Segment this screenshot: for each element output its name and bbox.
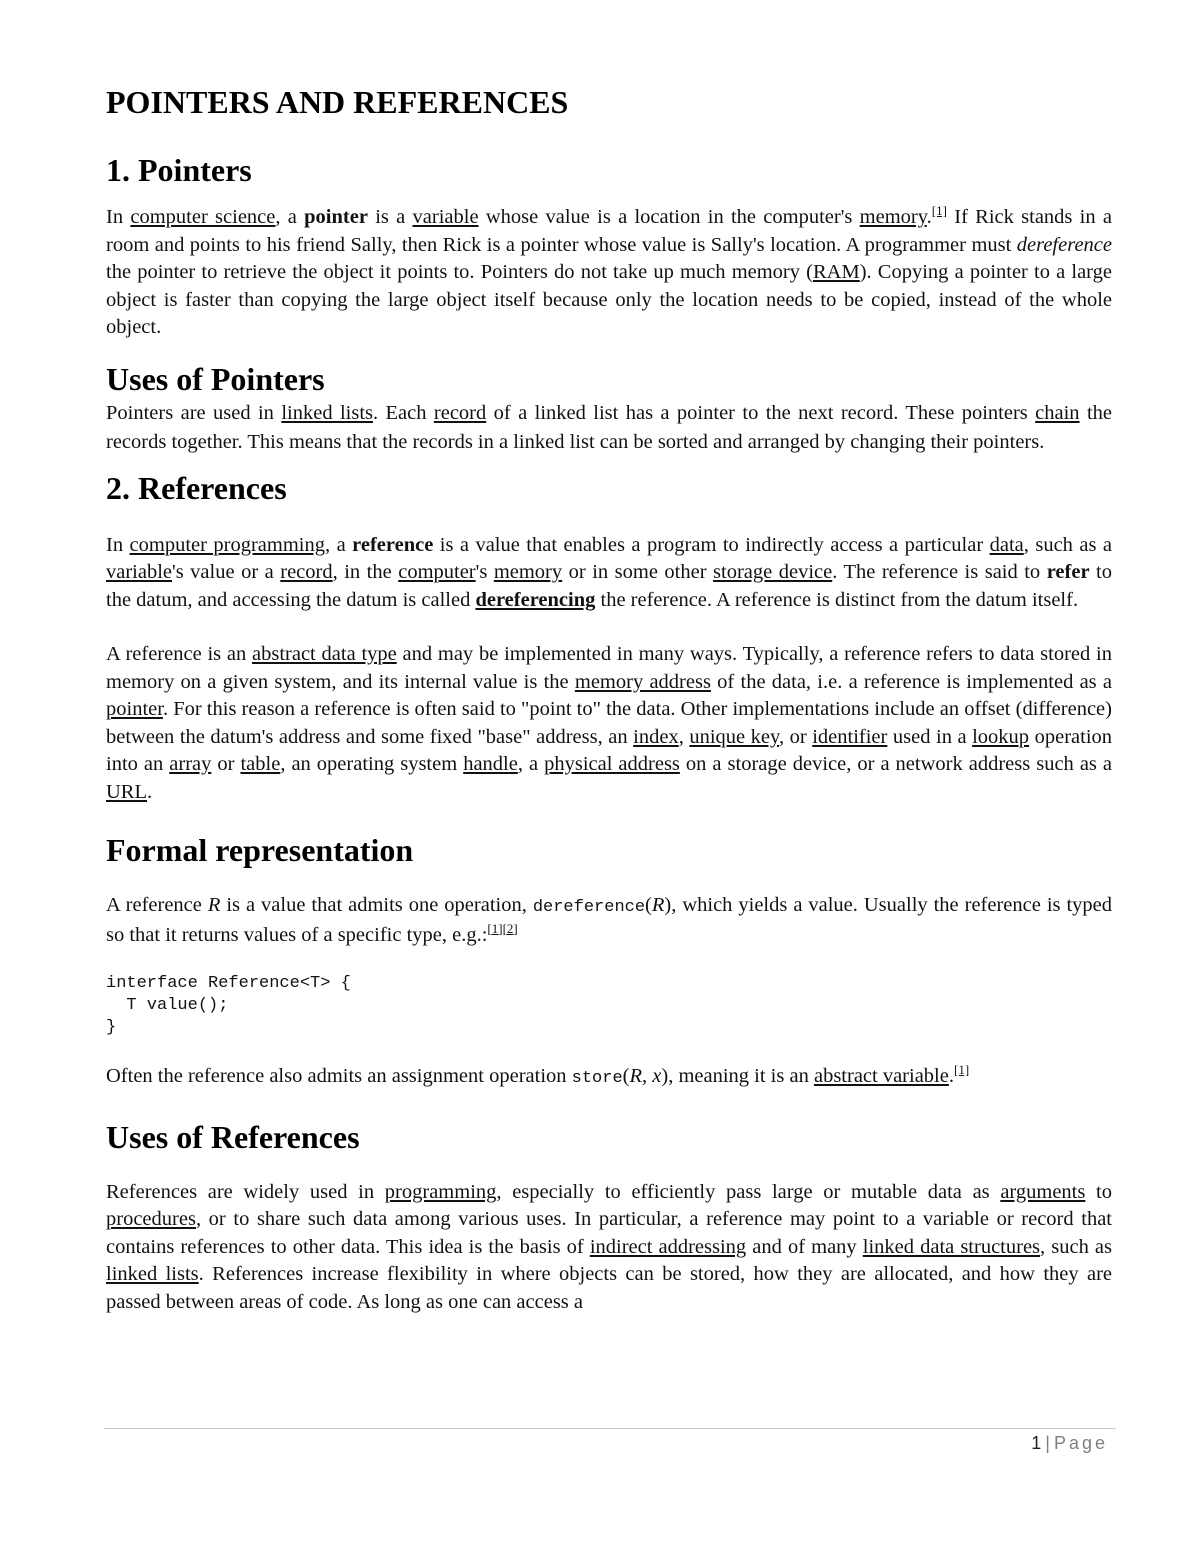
uses-of-references-paragraph: References are widely used in programming, especially to efficiently pass large or mutable data as arguments to procedures, or to share such data among various uses. In particular, a reference may point to a variable or record that contains references to other data. This idea is the basis of indirect addressing and of many linked data structures, such as linked lists. References increase flexibility in where objects can be stored, how they are allocated, and how they are passed between areas of code. As long as one can access a — [106, 1180, 1112, 1313]
link-array[interactable]: array — [169, 753, 212, 775]
link-record[interactable]: record — [433, 401, 487, 424]
link-computer-programming[interactable]: computer programming — [129, 533, 325, 556]
link-abstract-data-type[interactable]: abstract data type — [252, 643, 397, 665]
link-computer[interactable]: computer — [398, 561, 476, 583]
link-dereferencing[interactable]: dereferencing — [475, 588, 596, 611]
link-linked-lists[interactable]: linked lists — [106, 1263, 199, 1285]
link-chain[interactable]: chain — [1035, 401, 1080, 424]
link-programming[interactable]: programming — [384, 1180, 497, 1203]
link-computer-science[interactable]: computer science — [130, 206, 276, 228]
page-label: Page — [1053, 1433, 1108, 1453]
link-linked-lists[interactable]: linked lists — [281, 401, 374, 424]
link-abstract-variable[interactable]: abstract variable — [813, 1065, 949, 1087]
citation-link[interactable]: [1][2] — [487, 920, 518, 936]
document-title: POINTERS AND REFERENCES — [106, 84, 569, 120]
heading-references: 2. References — [106, 469, 287, 506]
references-paragraph-2: A reference is an abstract data type and may be implemented in many ways. Typically, a reference refers to data stored in memory on a given system, and its internal value is the memory address of the data, i.e. a reference is implemented as a pointer. For this reason a reference is often said to "point to" the data. Other implementations include an offset (difference) between the datum's address and some fixed "base" address, an index, unique key, or identifier used in a lookup operation into an array or table, an operating system handle, a physical address on a storage device, or a network address such as a URL. — [106, 643, 1113, 803]
page-number: 1 — [1031, 1433, 1042, 1453]
citation-link[interactable]: [1] — [953, 1062, 970, 1078]
link-storage-device[interactable]: storage device — [713, 561, 833, 583]
heading-formal-representation: Formal representation — [106, 832, 414, 868]
formal-paragraph-1: A reference R is a value that admits one operation, dereference(R), which yields a value. Usually the reference is typed so that it returns values of a specific type, e.g.:[1][2] — [106, 894, 1112, 946]
footer-separator: | — [1045, 1433, 1050, 1453]
link-arguments[interactable]: arguments — [1000, 1180, 1086, 1203]
link-data[interactable]: data — [989, 533, 1024, 556]
page-footer — [1031, 1433, 1108, 1454]
heading-uses-of-pointers: Uses of Pointers — [106, 360, 325, 397]
link-pointer[interactable]: pointer — [106, 698, 163, 720]
link-memory[interactable]: memory — [859, 206, 927, 228]
heading-pointers: 1. Pointers — [106, 152, 252, 188]
heading-uses-of-references: Uses of References — [106, 1118, 360, 1155]
link-variable[interactable]: variable — [106, 561, 173, 583]
link-memory-address[interactable]: memory address — [574, 670, 711, 693]
link-physical-address[interactable]: physical address — [544, 753, 680, 775]
link-ram[interactable]: RAM — [812, 261, 860, 283]
link-procedures[interactable]: procedures — [106, 1208, 196, 1230]
link-index[interactable]: index — [633, 725, 679, 748]
link-linked-data-structures[interactable]: linked data structures — [862, 1235, 1041, 1258]
link-variable[interactable]: variable — [412, 206, 479, 228]
link-table[interactable]: table — [240, 753, 281, 775]
link-identifier[interactable]: identifier — [812, 725, 888, 748]
references-paragraph-1: In computer programming, a reference is a value that enables a program to indirectly access a particular data, such as a variable's value or a record, in the computer's memory or in some other storage device. The reference is said to refer to the datum, and accessing the datum is called dereferencing the reference. A reference is distinct from the datum itself. — [106, 533, 1112, 611]
link-memory[interactable]: memory — [493, 561, 563, 583]
link-unique-key[interactable]: unique key — [689, 725, 779, 748]
footer-divider — [104, 1428, 1116, 1429]
link-url[interactable]: URL — [106, 780, 147, 803]
link-handle[interactable]: handle — [463, 753, 518, 775]
link-lookup[interactable]: lookup — [972, 725, 1030, 748]
document-page — [106, 80, 1112, 1316]
uses-of-pointers-paragraph: Pointers are used in linked lists. Each record of a linked list has a pointer to the next record. These pointers chain the records together. This means that the records in a linked list can be sorted and arranged by changing their pointers. — [106, 401, 1112, 453]
link-record[interactable]: record — [280, 561, 333, 583]
pointers-paragraph: In computer science, a pointer is a variable whose value is a location in the computer's memory.[1] If Rick stands in a room and points to his friend Sally, then Rick is a pointer whose value is Sally's location. A programmer must dereference the pointer to retrieve the object it points to. Pointers do not take up much memory (RAM). Copying a pointer to a large object is faster than copying the large object itself because only the location needs to be copied, instead of the whole object. — [106, 203, 1112, 338]
link-indirect-addressing[interactable]: indirect addressing — [589, 1235, 747, 1258]
formal-paragraph-2: Often the reference also admits an assignment operation store(R, x), meaning it is an abstract variable.[1] — [106, 1062, 970, 1088]
code-block: interface Reference<T> { T value(); } — [106, 974, 351, 1037]
citation-link[interactable]: [1] — [931, 203, 947, 219]
